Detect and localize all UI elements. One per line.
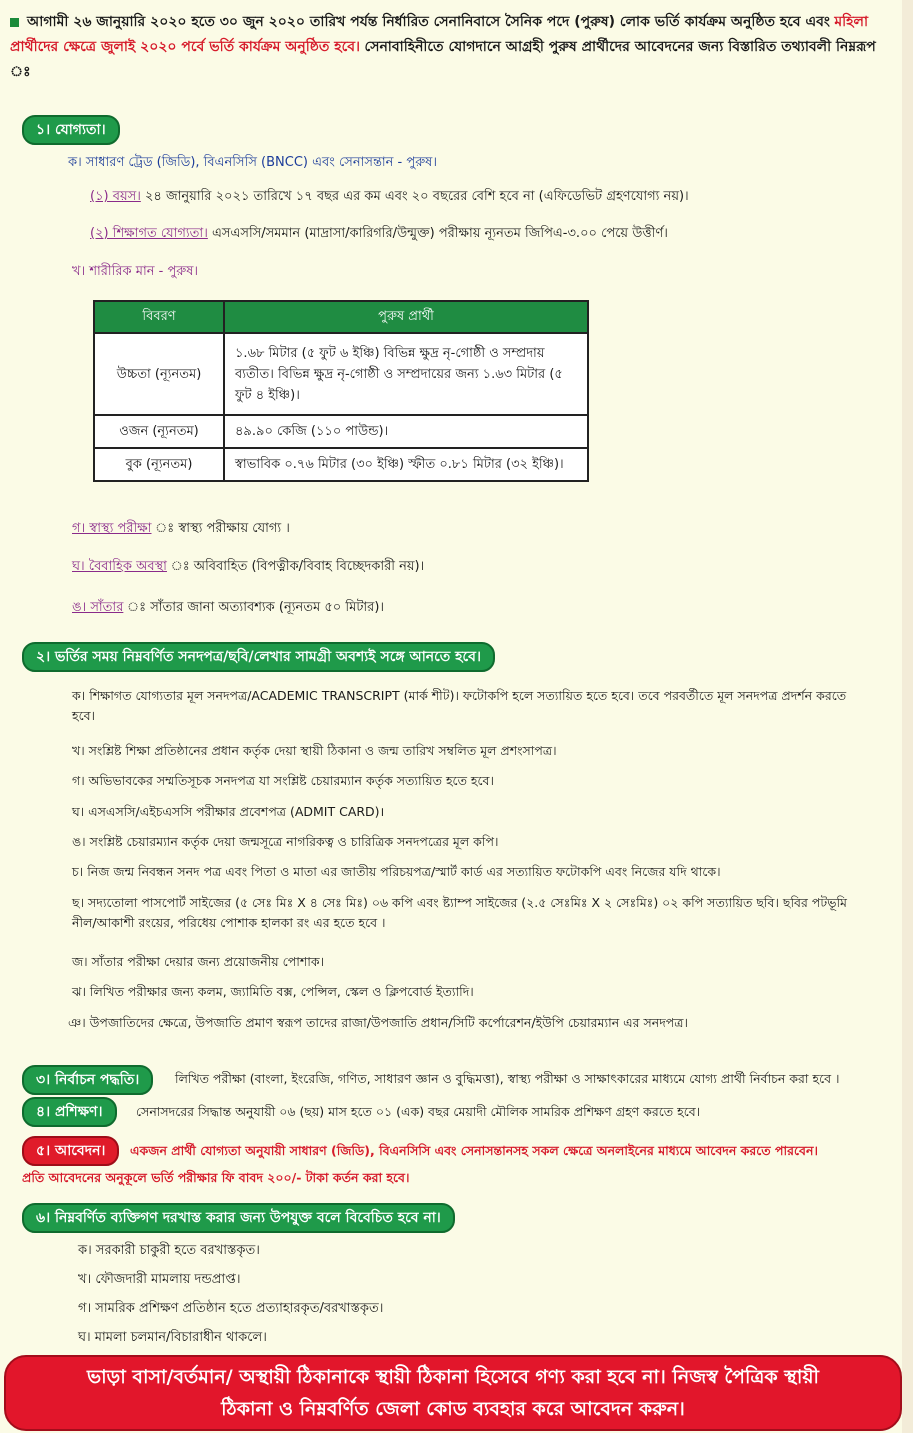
intro-text-red: মহিলা প্রার্থীদের ক্ষেত্রে জুলাই ২০২০ পর্বে ভর্তি কার্যক্রম অনুষ্ঠিত হবে।	[10, 14, 869, 55]
s2-item: ছ। সদ্যতোলা পাসপোর্ট সাইজের (৫ সেঃ মিঃ X ৪ সেঃ মিঃ) ০৬ কপি এবং ষ্ট্যাম্প সাইজের (২.৫ সেঃমিঃ X ২ সেঃমিঃ) ০২ কপি সত্যায়িত ছবি। ছবির পটভূমি নীল/আকাশী রংয়ের, পরিধেয় পোশাক হালকা রং এর হতে হবে ।	[72, 895, 847, 930]
health-text: ঃ স্বাস্থ্য পরীক্ষায় যোগ্য ।	[151, 521, 290, 536]
intro-paragraph	[10, 10, 890, 85]
edu-label: (২) শিক্ষাগত যোগ্যতা।	[90, 226, 208, 241]
s4-text: সেনাসদরের সিদ্ধান্ত অনুযায়ী ০৬ (ছয়) মাস হতে ০১ (এক) বছর মেয়াদী মৌলিক সামরিক প্রশিক্ষণ গ্রহণ করতে হবে।	[136, 1104, 701, 1119]
s6-item: ক। সরকারী চাকুরী হতে বরখাস্তকৃত।	[78, 1243, 260, 1258]
weight-value: ৪৯.৯০ কেজি (১১০ পাউন্ড)।	[224, 415, 588, 448]
intro-text-1: আগামী ২৬ জানুয়ারি ২০২০ হতে ৩০ জুন ২০২০ তারিখ পর্যন্ত নির্ধারিত সেনানিবাসে সৈনিক পদে (পুরুষ) লোক ভর্তি কার্যক্রম অনুষ্ঠিত হবে এবং	[27, 14, 830, 30]
s2-item: চ। নিজ জন্ম নিবন্ধন সনদ পত্র এবং পিতা ও মাতা এর জাতীয় পরিচয়পত্র/স্মার্ট কার্ড এর সত্যায়িত ফটোকপি এবং নিজের যদি থাকে।	[72, 864, 721, 879]
physical-standard-table	[93, 300, 589, 482]
s2-item: খ। সংশ্লিষ্ট শিক্ষা প্রতিষ্ঠানের প্রধান কর্তৃক দেয়া স্থায়ী ঠিকানা ও জন্ম তারিখ সম্বলিত মূল প্রশংসাপত্র।	[72, 743, 557, 758]
section-4-heading: ৪। প্রশিক্ষণ।	[22, 1097, 117, 1127]
section-5-heading: ৫। আবেদন।	[22, 1136, 119, 1166]
s1-umo	[72, 598, 384, 618]
marital-label: ঘ। বৈবাহিক অবস্থা	[72, 559, 167, 574]
s2-item: ক। শিক্ষাগত যোগ্যতার মূল সনদপত্র/ACADEMIC TRANSCRIPT (মার্ক শীট)। ফটোকপি হলে সত্যায়িত হতে হবে। তবে পরবর্তীতে মূল সনদপত্র প্রদর্শন করতে হবে।	[72, 688, 847, 723]
s6-item: খ। ফৌজদারী মামলায় দন্ডপ্রাপ্ত।	[78, 1272, 241, 1287]
health-label: গ। স্বাস্থ্য পরীক্ষা	[72, 521, 152, 536]
footer-line-1: ভাড়া বাসা/বর্তমান/ অস্থায়ী ঠিকানাকে স্থায়ী ঠিকানা হিসেবে গণ্য করা হবে না। নিজস্ব পৈত্রিক স্থায়ী	[87, 1366, 819, 1388]
table-header-row	[94, 301, 588, 333]
s1-gha	[72, 557, 424, 577]
s1-ka: ক। সাধারণ ট্রেড (জিডি), বিএনসিসি (BNCC) এবং সেনাসন্তান - পুরুষ।	[68, 155, 437, 170]
table-header-male: পুরুষ প্রার্থী	[224, 301, 588, 333]
section-1-heading: ১। যোগ্যতা।	[22, 115, 120, 145]
section-3-heading: ৩। নির্বাচন পদ্ধতি।	[22, 1065, 153, 1095]
footer-line-2: ঠিকানা ও নিম্নবর্ণিত জেলা কোড ব্যবহার করে আবেদন করুন।	[221, 1398, 685, 1420]
table-row	[94, 415, 588, 448]
table-row	[94, 333, 588, 415]
table-header-description: বিবরণ	[94, 301, 224, 333]
chest-label: বুক (ন্যূনতম)	[94, 448, 224, 481]
s2-item: ঝ। লিখিত পরীক্ষার জন্য কলম, জ্যামিতি বক্স, পেন্সিল, স্কেল ও ক্লিপবোর্ড ইত্যাদি।	[72, 984, 474, 999]
s1-age	[90, 187, 689, 207]
s6-item: গ। সামরিক প্রশিক্ষণ প্রতিষ্ঠান হতে প্রত্যাহারকৃত/বরখাস্তকৃত।	[78, 1301, 384, 1316]
section-2-heading: ২। ভর্তির সময় নিম্নবর্ণিত সনদপত্র/ছবি/লেখার সামগ্রী অবশ্যই সঙ্গে আনতে হবে।	[22, 642, 495, 672]
s5-text-2: প্রতি আবেদনের অনুকূলে ভর্তি পরীক্ষার ফি বাবদ ২০০/- টাকা কর্তন করা হবে।	[22, 1170, 410, 1185]
s2-item: জ। সাঁতার পরীক্ষা দেয়ার জন্য প্রয়োজনীয় পোশাক।	[72, 954, 325, 969]
height-value: ১.৬৮ মিটার (৫ ফুট ৬ ইঞ্চি) বিভিন্ন ক্ষুদ্র নৃ-গোষ্ঠী ও সম্প্রদায় ব্যতীত। বিভিন্ন ক্ষুদ্র নৃ-গোষ্ঠী ও সম্প্রদায়ের জন্য ১.৬৩ মিটার (৫ ফুট ৪ ইঞ্চি)।	[224, 333, 588, 415]
height-label: উচ্চতা (ন্যূনতম)	[94, 333, 224, 415]
chest-value: স্বাভাবিক ০.৭৬ মিটার (৩০ ইঞ্চি) স্ফীত ০.৮১ মিটার (৩২ ইঞ্চি)।	[224, 448, 588, 481]
section-6-heading: ৬। নিম্নবর্ণিত ব্যক্তিগণ দরখাস্ত করার জন্য উপযুক্ত বলে বিবেচিত হবে না।	[22, 1203, 455, 1233]
s3-text: লিখিত পরীক্ষা (বাংলা, ইংরেজি, গণিত, সাধারণ জ্ঞান ও বুদ্ধিমত্তা), স্বাস্থ্য পরীক্ষা ও সাক্ষাৎকারের মাধ্যমে যোগ্য প্রার্থী নির্বাচন করা হবে ।	[175, 1071, 840, 1086]
s1-ga	[72, 519, 290, 539]
marital-text: ঃ অবিবাহিত (বিপত্নীক/বিবাহ বিচ্ছেদকারী নয়)।	[166, 559, 425, 574]
s2-item: ঞ। উপজাতিদের ক্ষেত্রে, উপজাতি প্রমাণ স্বরূপ তাদের রাজা/উপজাতি প্রধান/সিটি কর্পোরেশন/ইউপি চেয়ারম্যান এর সনদপত্র।	[68, 1015, 688, 1030]
table-row	[94, 448, 588, 481]
swim-label: ঙ। সাঁতার	[72, 600, 124, 615]
edu-text: এসএসসি/সমমান (মাদ্রাসা/কারিগরি/উন্মুক্ত) পরীক্ষায় ন্যূনতম জিপিএ-৩.০০ পেয়ে উত্তীর্ণ।	[207, 226, 668, 241]
s2-item: ঘ। এসএসসি/এইচএসসি পরীক্ষার প্রবেশপত্র (ADMIT CARD)।	[72, 804, 385, 819]
s6-item: ঘ। মামলা চলমান/বিচারাধীন থাকলে।	[78, 1330, 267, 1345]
s2-item: ঙ। সংশ্লিষ্ট চেয়ারম্যান কর্তৃক দেয়া জন্মসূত্রে নাগরিকত্ব ও চারিত্রিক সনদপত্রের মূল কপি।	[72, 834, 499, 849]
swim-text: ঃ সাঁতার জানা অত্যাবশ্যক (ন্যূনতম ৫০ মিটার)।	[123, 600, 385, 615]
s1-edu	[90, 224, 668, 244]
s1-kha: খ। শারীরিক মান - পুরুষ।	[72, 264, 199, 279]
weight-label: ওজন (ন্যূনতম)	[94, 415, 224, 448]
s5-text-1: একজন প্রার্থী যোগ্যতা অনুযায়ী সাধারণ (জিডি), বিএনসিসি এবং সেনাসন্তানসহ সকল ক্ষেত্রে অনলাইনের মাধ্যমে আবেদন করতে পারবেন।	[130, 1143, 818, 1158]
s2-item: গ। অভিভাবকের সম্মতিসূচক সনদপত্র যা সংশ্লিষ্ট চেয়ারম্যান কর্তৃক সত্যায়িত হতে হবে।	[72, 773, 494, 788]
right-edge-strip	[902, 0, 913, 1433]
intro-text-3: সেনাবাহিনীতে যোগদানে আগ্রহী পুরুষ প্রার্থীদের আবেদনের জন্য বিস্তারিত তথ্যাবলী নিম্নরূপ ঃ	[10, 39, 876, 80]
age-label: (১) বয়স।	[90, 189, 141, 204]
bullet-icon	[10, 18, 19, 27]
age-text: ২৪ জানুয়ারি ২০২১ তারিখে ১৭ বছর এর কম এবং ২০ বছরের বেশি হবে না (এফিডেভিট গ্রহণযোগ্য নয়)।	[140, 189, 689, 204]
footer-banner	[4, 1355, 902, 1431]
